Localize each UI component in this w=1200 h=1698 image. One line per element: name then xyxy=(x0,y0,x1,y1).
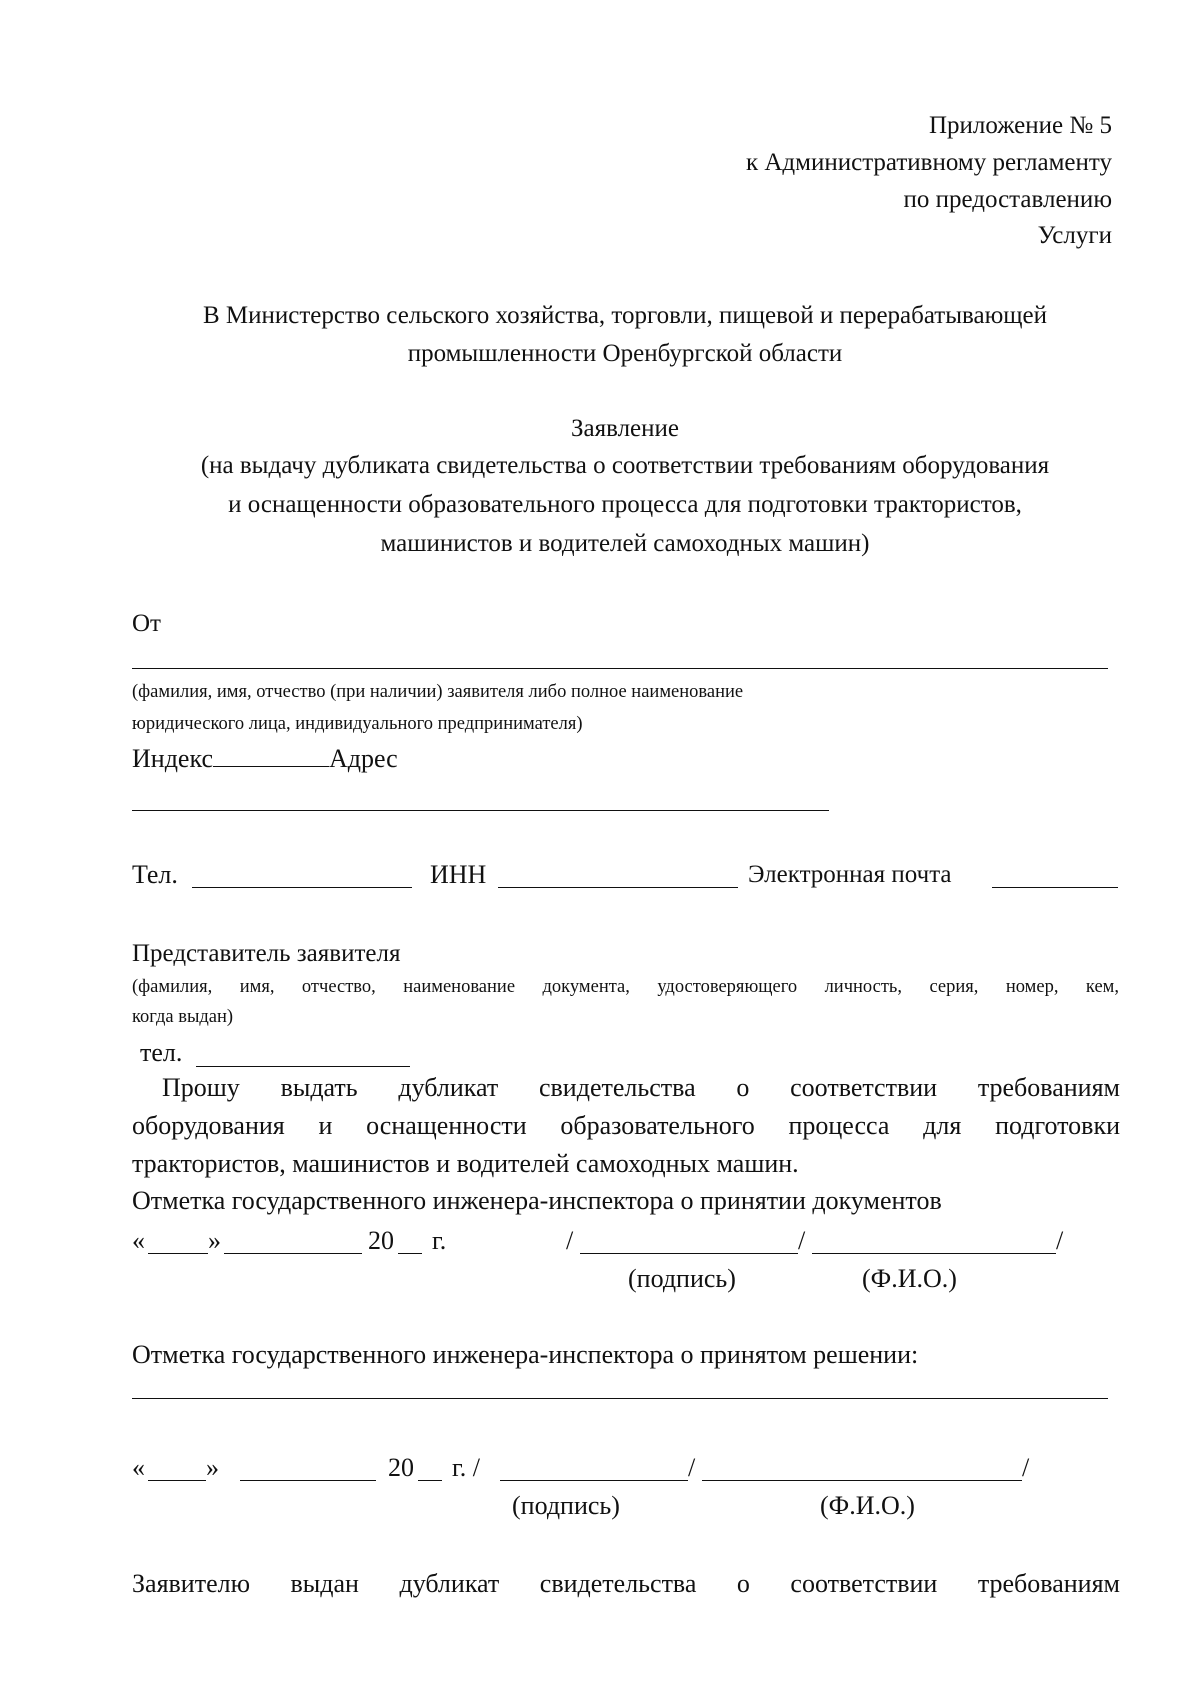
issued-line-1: Заявителю выдан дубликат свидетельства о соответствии требованиям xyxy=(132,1569,1120,1598)
mark2-quote-open: « xyxy=(132,1453,145,1482)
mark2-label: Отметка государственного инженера-инспектора о принятом решении: xyxy=(132,1340,919,1369)
title-subtitle-1: (на выдачу дубликата свидетельства о соответствии требованиям оборудования xyxy=(200,452,1050,479)
document-title: Заявление xyxy=(570,415,680,442)
request-line-3: трактористов, машинистов и водителей самоходных машин. xyxy=(132,1149,799,1178)
mark1-slash-1: / xyxy=(566,1226,574,1255)
mark2-slash-2: / xyxy=(688,1453,696,1482)
mark2-year-prefix: 20 xyxy=(388,1453,414,1482)
mark1-signature-field[interactable] xyxy=(580,1253,798,1254)
title-subtitle-3: машинистов и водителей самоходных машин) xyxy=(380,530,870,557)
addressee-line-2: промышленности Оренбургской области xyxy=(407,340,843,367)
mark2-fio-caption: (Ф.И.О.) xyxy=(820,1491,915,1520)
inn-field[interactable] xyxy=(498,887,738,888)
representative-tel-label: тел. xyxy=(140,1038,183,1067)
from-label: От xyxy=(132,610,161,637)
mark2-day-field[interactable] xyxy=(148,1480,206,1481)
mark2-fio-field[interactable] xyxy=(702,1480,1022,1481)
mark1-year-suffix: г. xyxy=(432,1226,447,1255)
mark2-year-field[interactable] xyxy=(418,1480,442,1481)
index-label: Индекс xyxy=(132,744,213,773)
representative-label: Представитель заявителя xyxy=(132,940,401,967)
mark2-month-field[interactable] xyxy=(240,1480,376,1481)
header-service: Услуги xyxy=(1037,222,1112,249)
representative-tel-field[interactable] xyxy=(196,1066,410,1067)
address-label: Адрес xyxy=(328,744,398,773)
mark1-year-prefix: 20 xyxy=(368,1226,394,1255)
index-field[interactable] xyxy=(213,744,329,767)
mark1-day-field[interactable] xyxy=(148,1253,208,1254)
email-label: Электронная почта xyxy=(748,861,952,888)
addressee-line-1: В Министерство сельского хозяйства, торговли, пищевой и перерабатывающей xyxy=(202,302,1048,329)
representative-hint-1: (фамилия, имя, отчество, наименование документа, удостоверяющего личность, серия, номер, кем, xyxy=(132,977,1119,997)
mark1-quote-close: » xyxy=(208,1226,221,1255)
from-applicant-line[interactable] xyxy=(132,668,1108,669)
request-line-1: Прошу выдать дубликат свидетельства о соответствии требованиям xyxy=(162,1073,1120,1102)
from-hint-2: юридического лица, индивидуального предпринимателя) xyxy=(132,714,583,734)
header-regulation: к Административному регламенту xyxy=(745,149,1112,176)
from-hint-1: (фамилия, имя, отчество (при наличии) заявителя либо полное наименование xyxy=(132,682,744,702)
mark1-label: Отметка государственного инженера-инспектора о принятии документов xyxy=(132,1186,942,1215)
mark2-slash-3: / xyxy=(1022,1453,1030,1482)
mark2-year-suffix: г. / xyxy=(452,1453,480,1482)
mark1-slash-2: / xyxy=(798,1226,806,1255)
mark1-sign-caption: (подпись) xyxy=(628,1264,736,1293)
mark2-quote-close: » xyxy=(206,1453,219,1482)
tel-field[interactable] xyxy=(192,887,412,888)
representative-hint-2: когда выдан) xyxy=(132,1007,234,1027)
mark1-slash-3: / xyxy=(1056,1226,1064,1255)
title-subtitle-2: и оснащенности образовательного процесса для подготовки трактористов, xyxy=(228,491,1022,518)
index-address-row xyxy=(132,744,398,774)
inn-label: ИНН xyxy=(430,860,487,889)
header-appendix: Приложение № 5 xyxy=(928,112,1112,139)
mark1-fio-caption: (Ф.И.О.) xyxy=(862,1264,957,1293)
mark1-quote-open: « xyxy=(132,1226,145,1255)
mark2-sign-caption: (подпись) xyxy=(512,1491,620,1520)
address-line[interactable] xyxy=(132,810,829,811)
mark1-month-field[interactable] xyxy=(224,1253,362,1254)
mark2-signature-field[interactable] xyxy=(500,1480,688,1481)
email-field[interactable] xyxy=(992,887,1118,888)
mark1-year-field[interactable] xyxy=(398,1253,422,1254)
header-provision: по предоставлению xyxy=(903,186,1112,213)
tel-label: Тел. xyxy=(132,860,178,889)
request-line-2: оборудования и оснащенности образовательного процесса для подготовки xyxy=(132,1111,1120,1140)
mark1-fio-field[interactable] xyxy=(812,1253,1056,1254)
mark2-decision-line[interactable] xyxy=(132,1398,1108,1399)
